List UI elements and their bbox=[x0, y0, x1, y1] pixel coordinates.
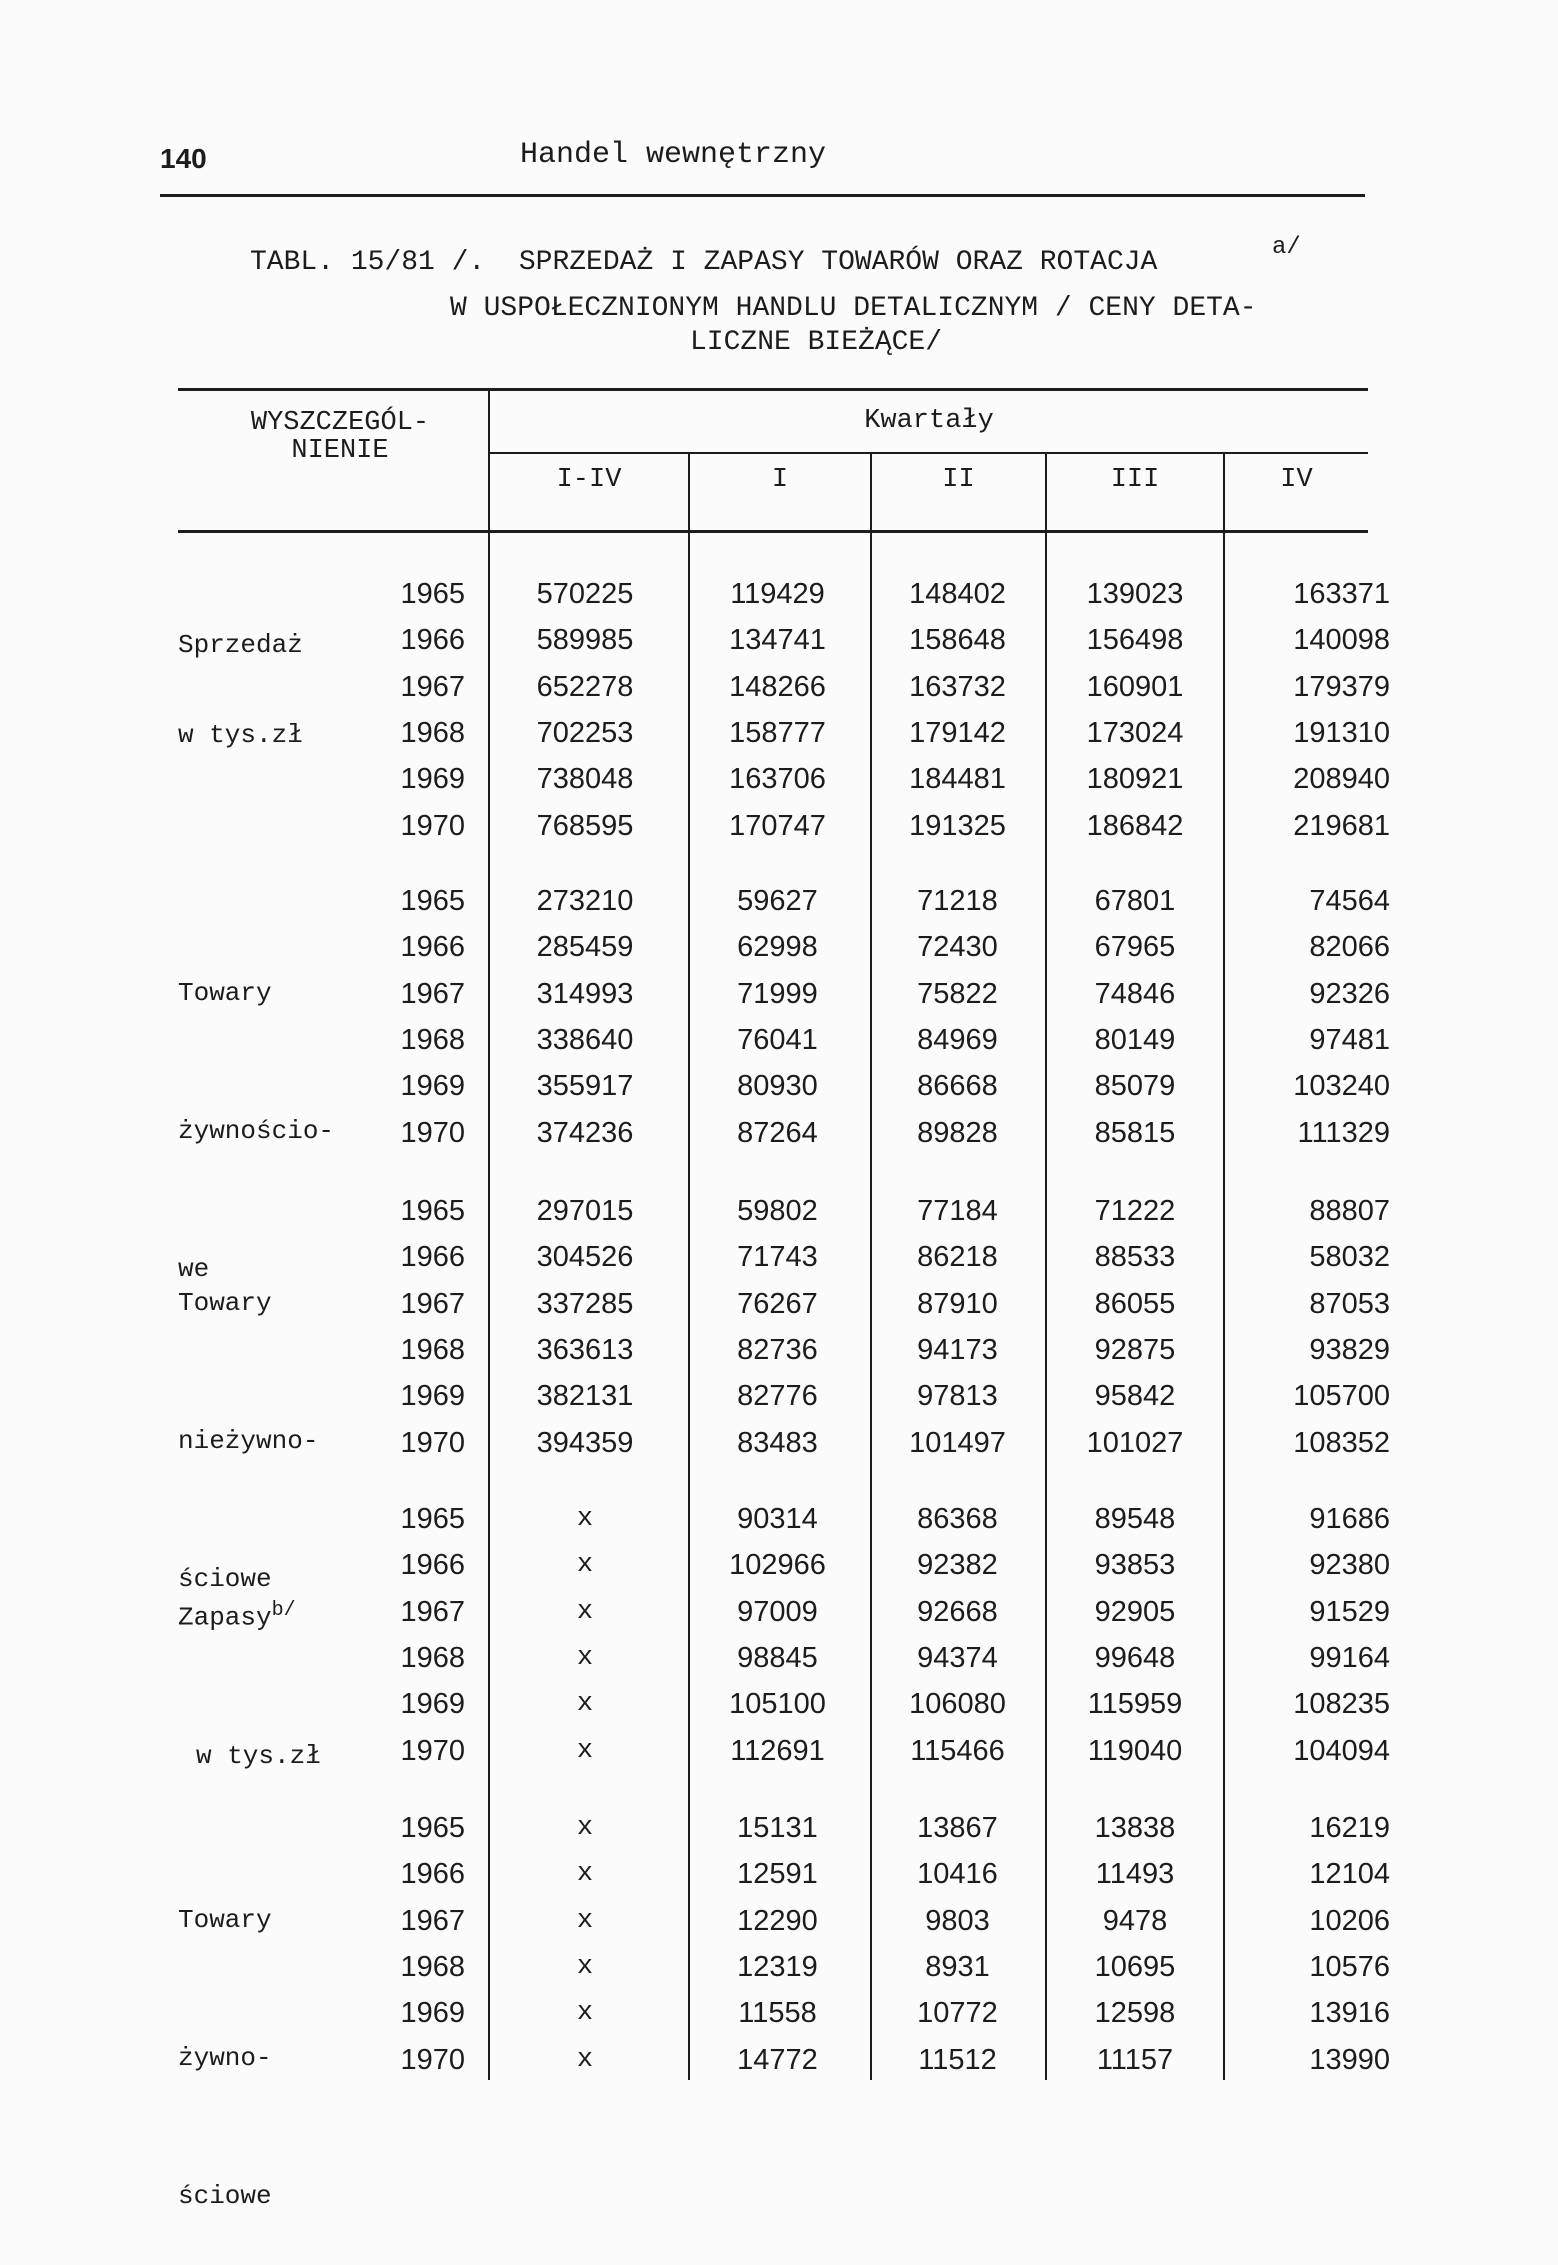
year-cell: 1965 bbox=[400, 1503, 465, 1535]
value-cell: x bbox=[576, 1504, 594, 1534]
value-cell: 75822 bbox=[917, 977, 998, 1010]
value-cell: 71999 bbox=[737, 977, 818, 1010]
group-label-line: Towary bbox=[178, 978, 272, 1008]
value-cell: 179379 bbox=[1293, 670, 1390, 703]
value-cell: 80149 bbox=[1094, 1023, 1176, 1056]
year-cell: 1969 bbox=[400, 1688, 465, 1721]
value-cell: 13916 bbox=[1309, 1997, 1390, 2030]
value-cell: 10416 bbox=[917, 1858, 998, 1891]
value-cell: 12319 bbox=[737, 1950, 818, 1983]
table-row bbox=[0, 1898, 1558, 1944]
table-row bbox=[0, 1017, 1558, 1063]
value-cell: 82066 bbox=[1309, 931, 1390, 964]
table-row bbox=[0, 803, 1558, 849]
value-cell: 94173 bbox=[917, 1333, 998, 1366]
value-cell: 9803 bbox=[925, 1904, 990, 1937]
value-cell: 173024 bbox=[1086, 716, 1184, 749]
value-cell: 115466 bbox=[910, 1734, 1005, 1767]
value-cell: 158777 bbox=[729, 716, 826, 749]
year-cell: 1970 bbox=[400, 1734, 465, 1767]
col-header-iv: IV bbox=[1280, 465, 1313, 495]
value-cell: 92382 bbox=[917, 1549, 998, 1582]
value-cell: 85079 bbox=[1094, 1070, 1176, 1103]
value-cell: 179142 bbox=[909, 716, 1006, 749]
value-cell: 191310 bbox=[1293, 716, 1390, 749]
value-cell: x bbox=[576, 1859, 594, 1890]
value-cell: 108352 bbox=[1293, 1426, 1390, 1459]
col-header-i: I bbox=[771, 465, 789, 495]
table-row bbox=[0, 1063, 1558, 1109]
table-row bbox=[0, 1234, 1558, 1280]
value-cell: 86218 bbox=[917, 1241, 998, 1274]
value-cell: x bbox=[576, 1642, 594, 1673]
table-caption-line-2: W USPOŁECZNIONYM HANDLU DETALICZNYM / CENY DETA- bbox=[450, 293, 1257, 324]
stub-header-line-1: WYSZCZEGÓL- bbox=[250, 408, 430, 438]
value-cell: 148266 bbox=[729, 670, 826, 703]
value-cell: x bbox=[576, 1689, 594, 1720]
table-row bbox=[0, 756, 1558, 802]
value-cell: 74846 bbox=[1094, 977, 1176, 1010]
value-cell: 93829 bbox=[1309, 1333, 1390, 1366]
value-cell: 337285 bbox=[536, 1287, 634, 1320]
year-cell: 1970 bbox=[400, 809, 465, 842]
table-row bbox=[0, 1327, 1558, 1373]
value-cell: 186842 bbox=[1086, 809, 1184, 842]
year-cell: 1968 bbox=[400, 1023, 465, 1056]
value-cell: 12290 bbox=[737, 1904, 818, 1937]
value-cell: 71218 bbox=[917, 885, 998, 917]
value-cell: 10695 bbox=[1094, 1950, 1176, 1983]
year-cell: 1969 bbox=[400, 1997, 465, 2030]
value-cell: 108235 bbox=[1293, 1688, 1390, 1721]
value-cell: 13990 bbox=[1309, 2043, 1390, 2076]
value-cell: 88533 bbox=[1094, 1241, 1176, 1274]
value-cell: x bbox=[576, 1550, 594, 1581]
year-cell: 1967 bbox=[400, 1595, 465, 1628]
value-cell: 72430 bbox=[917, 931, 998, 964]
group-label-line: nieżywno- bbox=[178, 1426, 319, 1456]
year-cell: 1968 bbox=[400, 1641, 465, 1674]
table-top-rule bbox=[178, 388, 1368, 391]
value-cell: 738048 bbox=[536, 763, 634, 796]
value-cell: 77184 bbox=[917, 1195, 998, 1227]
group-label-line: ściowe bbox=[178, 2181, 272, 2211]
value-cell: 374236 bbox=[536, 1116, 634, 1149]
value-cell: 338640 bbox=[536, 1023, 634, 1056]
value-cell: 99164 bbox=[1309, 1641, 1390, 1674]
col-header-iii: III bbox=[1110, 465, 1160, 495]
value-cell: 11558 bbox=[738, 1997, 817, 2030]
value-cell: 92380 bbox=[1309, 1549, 1390, 1582]
table-row bbox=[0, 1589, 1558, 1635]
value-cell: 105100 bbox=[729, 1688, 826, 1721]
value-cell: 148402 bbox=[909, 578, 1006, 610]
value-cell: 86055 bbox=[1094, 1287, 1176, 1320]
year-cell: 1970 bbox=[400, 1116, 465, 1149]
value-cell: 59802 bbox=[737, 1195, 818, 1227]
table-row bbox=[0, 710, 1558, 756]
value-cell: 15131 bbox=[737, 1812, 818, 1844]
value-cell: 92326 bbox=[1309, 977, 1390, 1010]
value-cell: 74564 bbox=[1309, 885, 1390, 917]
value-cell: 102966 bbox=[729, 1549, 826, 1582]
group-label-line: ściowe bbox=[178, 1564, 272, 1594]
value-cell: x bbox=[576, 1813, 594, 1843]
value-cell: 76041 bbox=[737, 1023, 818, 1056]
table-row bbox=[0, 1496, 1558, 1542]
value-cell: 273210 bbox=[536, 885, 634, 917]
value-cell: 88807 bbox=[1309, 1195, 1390, 1227]
value-cell: 62998 bbox=[737, 931, 818, 964]
value-cell: 93853 bbox=[1094, 1549, 1176, 1582]
value-cell: 589985 bbox=[536, 624, 634, 657]
value-cell: 92905 bbox=[1094, 1595, 1176, 1628]
year-cell: 1970 bbox=[400, 1426, 465, 1459]
table-caption-line-3: LICZNE BIEŻĄCE/ bbox=[690, 327, 943, 358]
table-row bbox=[0, 1681, 1558, 1727]
table-row bbox=[0, 664, 1558, 710]
value-cell: x bbox=[576, 1905, 594, 1936]
year-cell: 1966 bbox=[400, 1549, 465, 1582]
value-cell: 156498 bbox=[1086, 624, 1184, 657]
table-caption-footnote-mark: a/ bbox=[1272, 234, 1301, 261]
group-label-line: żywnościo- bbox=[178, 1116, 335, 1146]
value-cell: 702253 bbox=[536, 716, 634, 749]
year-cell: 1965 bbox=[400, 1195, 465, 1227]
year-cell: 1967 bbox=[400, 977, 465, 1010]
year-cell: 1966 bbox=[400, 1241, 465, 1274]
quarters-group-header: Kwartały bbox=[864, 406, 994, 436]
value-cell: 285459 bbox=[536, 931, 634, 964]
value-cell: 104094 bbox=[1293, 1734, 1390, 1767]
value-cell: 90314 bbox=[737, 1503, 818, 1535]
value-cell: 191325 bbox=[909, 809, 1006, 842]
value-cell: x bbox=[576, 1951, 594, 1982]
value-cell: 84969 bbox=[917, 1023, 998, 1056]
value-cell: 314993 bbox=[536, 977, 634, 1010]
value-cell: 10206 bbox=[1309, 1904, 1390, 1937]
value-cell: 71222 bbox=[1094, 1195, 1176, 1227]
value-cell: x bbox=[576, 2044, 594, 2075]
value-cell: 12104 bbox=[1309, 1858, 1390, 1891]
page-number: 140 bbox=[160, 143, 207, 174]
year-cell: 1969 bbox=[400, 1380, 465, 1413]
year-cell: 1967 bbox=[400, 1904, 465, 1937]
year-cell: 1968 bbox=[400, 716, 465, 749]
value-cell: 13867 bbox=[917, 1812, 998, 1844]
value-cell: 219681 bbox=[1293, 809, 1390, 842]
value-cell: 768595 bbox=[536, 809, 634, 842]
table-row bbox=[0, 1728, 1558, 1774]
group-label-line: żywno- bbox=[178, 2043, 272, 2073]
value-cell: 11157 bbox=[1096, 2043, 1174, 2076]
value-cell: 89548 bbox=[1094, 1503, 1176, 1535]
value-cell: 163371 bbox=[1293, 578, 1390, 610]
value-cell: 140098 bbox=[1293, 624, 1390, 657]
year-cell: 1967 bbox=[400, 1287, 465, 1320]
value-cell: 163732 bbox=[909, 670, 1006, 703]
group-label-line: Sprzedaż bbox=[178, 630, 303, 660]
table-row bbox=[0, 2037, 1558, 2083]
value-cell: 83483 bbox=[737, 1426, 818, 1459]
table-row bbox=[0, 571, 1558, 617]
value-cell: 14772 bbox=[737, 2043, 818, 2076]
value-cell: 58032 bbox=[1309, 1241, 1390, 1274]
table-row bbox=[0, 924, 1558, 970]
value-cell: 570225 bbox=[536, 578, 634, 610]
value-cell: 86668 bbox=[917, 1070, 998, 1103]
value-cell: 115959 bbox=[1087, 1688, 1183, 1721]
value-cell: 98845 bbox=[737, 1641, 818, 1674]
value-cell: 91529 bbox=[1309, 1595, 1390, 1628]
value-cell: 119429 bbox=[730, 578, 825, 610]
value-cell: 87264 bbox=[737, 1116, 818, 1149]
table-row bbox=[0, 1420, 1558, 1466]
table-row bbox=[0, 1635, 1558, 1681]
value-cell: 103240 bbox=[1293, 1070, 1390, 1103]
value-cell: 94374 bbox=[917, 1641, 998, 1674]
value-cell: 10576 bbox=[1309, 1950, 1390, 1983]
group-label-text: Zapasy bbox=[178, 1602, 272, 1633]
value-cell: 101497 bbox=[909, 1426, 1006, 1459]
value-cell: 59627 bbox=[737, 885, 818, 917]
value-cell: 9478 bbox=[1102, 1904, 1168, 1937]
group-label-footnote-mark: b/ bbox=[271, 1599, 296, 1622]
value-cell: 160901 bbox=[1086, 670, 1184, 703]
table-row bbox=[0, 1188, 1558, 1234]
value-cell: 111329 bbox=[1297, 1116, 1390, 1149]
value-cell: 97481 bbox=[1309, 1023, 1390, 1056]
header-rule bbox=[160, 194, 1365, 197]
value-cell: 119040 bbox=[1087, 1734, 1183, 1767]
stub-header-line-2: NIENIE bbox=[291, 436, 389, 466]
group-label-line: w tys.zł bbox=[178, 720, 303, 750]
value-cell: 71743 bbox=[737, 1241, 818, 1274]
year-cell: 1970 bbox=[400, 2043, 465, 2076]
value-cell: 67801 bbox=[1094, 885, 1176, 917]
value-cell: 394359 bbox=[536, 1426, 634, 1459]
value-cell: 184481 bbox=[909, 763, 1006, 796]
value-cell: 10772 bbox=[917, 1997, 998, 2030]
value-cell: 86368 bbox=[917, 1503, 998, 1535]
running-title: Handel wewnętrzny bbox=[520, 138, 827, 172]
year-cell: 1968 bbox=[400, 1950, 465, 1983]
table-row bbox=[0, 617, 1558, 663]
value-cell: 304526 bbox=[536, 1241, 634, 1274]
value-cell: 382131 bbox=[536, 1380, 634, 1413]
value-cell: x bbox=[576, 1596, 594, 1627]
value-cell: 89828 bbox=[917, 1116, 998, 1149]
value-cell: 208940 bbox=[1293, 763, 1390, 796]
value-cell: 95842 bbox=[1094, 1380, 1176, 1413]
value-cell: 13838 bbox=[1094, 1812, 1176, 1844]
table-row bbox=[0, 1281, 1558, 1327]
value-cell: 99648 bbox=[1094, 1641, 1176, 1674]
table-row bbox=[0, 1990, 1558, 2036]
year-cell: 1965 bbox=[400, 885, 465, 917]
table-row bbox=[0, 971, 1558, 1017]
table-row bbox=[0, 1805, 1558, 1851]
value-cell: 106080 bbox=[909, 1688, 1006, 1721]
year-cell: 1968 bbox=[400, 1333, 465, 1366]
year-cell: 1969 bbox=[400, 763, 465, 796]
table-row bbox=[0, 1373, 1558, 1419]
value-cell: 652278 bbox=[536, 670, 634, 703]
table-row bbox=[0, 1110, 1558, 1156]
value-cell: 97813 bbox=[917, 1380, 998, 1413]
value-cell: 76267 bbox=[737, 1287, 818, 1320]
value-cell: 67965 bbox=[1094, 931, 1176, 964]
value-cell: 80930 bbox=[737, 1070, 818, 1103]
table-row bbox=[0, 1542, 1558, 1588]
value-cell: 158648 bbox=[909, 624, 1006, 657]
table-row bbox=[0, 878, 1558, 924]
year-cell: 1965 bbox=[400, 1812, 465, 1844]
value-cell: 92875 bbox=[1094, 1333, 1176, 1366]
value-cell: x bbox=[576, 1735, 594, 1766]
group-label-line: Towary bbox=[178, 1288, 272, 1318]
value-cell: 297015 bbox=[536, 1195, 634, 1227]
table-row bbox=[0, 1944, 1558, 1990]
value-cell: 180921 bbox=[1086, 763, 1184, 796]
value-cell: 12598 bbox=[1094, 1997, 1176, 2030]
value-cell: x bbox=[576, 1998, 594, 2029]
value-cell: 112691 bbox=[730, 1734, 825, 1767]
value-cell: 16219 bbox=[1309, 1812, 1390, 1844]
table-caption-line-1: TABL. 15/81 /. SPRZEDAŻ I ZAPASY TOWARÓW ORAZ ROTACJA bbox=[250, 247, 1158, 278]
value-cell: 139023 bbox=[1086, 578, 1184, 610]
group-label-line: we bbox=[178, 1254, 210, 1284]
value-cell: 97009 bbox=[737, 1595, 818, 1628]
value-cell: 87053 bbox=[1309, 1287, 1390, 1320]
table-row bbox=[0, 1851, 1558, 1897]
value-cell: 8931 bbox=[925, 1950, 990, 1983]
year-cell: 1966 bbox=[400, 931, 465, 964]
col-header-ii: II bbox=[942, 465, 975, 495]
year-cell: 1966 bbox=[400, 624, 465, 657]
value-cell: 82736 bbox=[737, 1333, 818, 1366]
value-cell: 87910 bbox=[917, 1287, 998, 1320]
value-cell: 355917 bbox=[536, 1070, 634, 1103]
value-cell: 163706 bbox=[729, 763, 826, 796]
value-cell: 92668 bbox=[917, 1595, 998, 1628]
value-cell: 82776 bbox=[737, 1380, 818, 1413]
value-cell: 363613 bbox=[536, 1333, 634, 1366]
value-cell: 105700 bbox=[1293, 1380, 1390, 1413]
value-cell: 134741 bbox=[729, 624, 826, 657]
value-cell: 12591 bbox=[737, 1858, 818, 1891]
value-cell: 91686 bbox=[1309, 1503, 1390, 1535]
year-cell: 1965 bbox=[400, 578, 465, 610]
year-cell: 1967 bbox=[400, 670, 465, 703]
col-header-i-iv: I-IV bbox=[556, 465, 622, 495]
value-cell: 170747 bbox=[729, 809, 826, 842]
year-cell: 1969 bbox=[400, 1070, 465, 1103]
table-header-bottom-rule bbox=[178, 530, 1368, 533]
value-cell: 85815 bbox=[1094, 1116, 1176, 1149]
group-label-line: Towary bbox=[178, 1905, 272, 1935]
group-label-line: w tys.zł bbox=[196, 1740, 321, 1771]
column-group-rule bbox=[490, 452, 1368, 454]
year-cell: 1966 bbox=[400, 1858, 465, 1891]
value-cell: 11493 bbox=[1095, 1858, 1175, 1891]
value-cell: 101027 bbox=[1086, 1426, 1184, 1459]
value-cell: 11512 bbox=[918, 2043, 997, 2076]
